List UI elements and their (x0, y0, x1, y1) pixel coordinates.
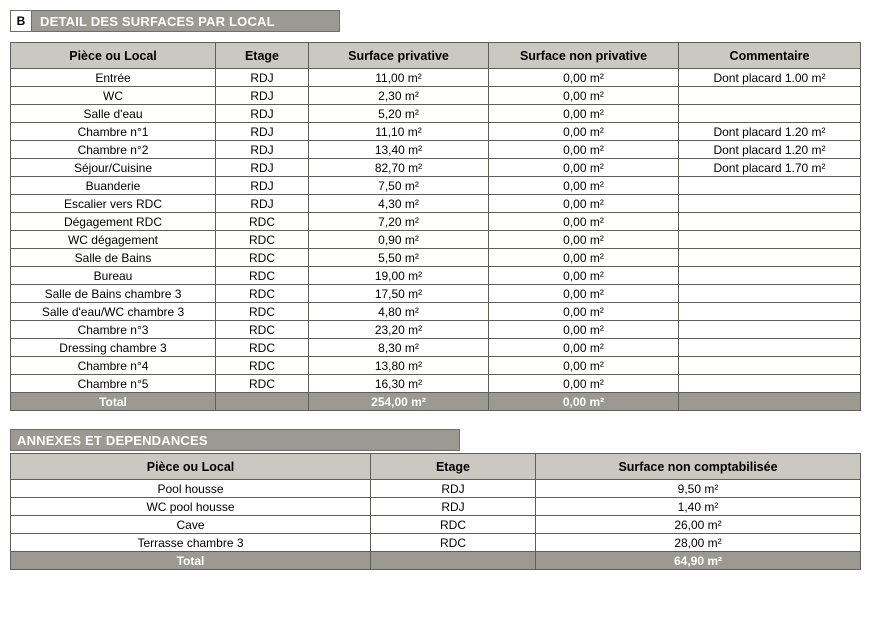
surfaces-table-body (11, 69, 861, 411)
annexes-table-body (11, 480, 861, 570)
table-row (11, 357, 861, 375)
cell-local: Chambre n°2 (11, 141, 216, 159)
table-header-row (11, 43, 861, 69)
column-header-surface-privative: Surface privative (309, 43, 489, 69)
table-row (11, 87, 861, 105)
cell-commentaire (679, 105, 861, 123)
annex-total-etage (371, 552, 536, 570)
table-row (11, 105, 861, 123)
annex-column-header-etage: Etage (371, 454, 536, 480)
table-row (11, 534, 861, 552)
cell-etage: RDJ (216, 159, 309, 177)
table-row (11, 195, 861, 213)
cell-etage: RDC (216, 357, 309, 375)
cell-local: Bureau (11, 267, 216, 285)
table-row (11, 498, 861, 516)
cell-privative: 13,80 m² (309, 357, 489, 375)
table-row (11, 213, 861, 231)
table-row (11, 285, 861, 303)
cell-surface: 28,00 m² (536, 534, 861, 552)
column-header-etage: Etage (216, 43, 309, 69)
table-row (11, 249, 861, 267)
cell-commentaire (679, 321, 861, 339)
section-header-detail (10, 10, 340, 32)
cell-privative: 82,70 m² (309, 159, 489, 177)
cell-non-privative: 0,00 m² (489, 267, 679, 285)
document-page (0, 10, 870, 618)
cell-etage: RDJ (216, 123, 309, 141)
cell-local: Terrasse chambre 3 (11, 534, 371, 552)
table-row (11, 231, 861, 249)
cell-non-privative: 0,00 m² (489, 375, 679, 393)
cell-non-privative: 0,00 m² (489, 213, 679, 231)
cell-commentaire (679, 249, 861, 267)
annex-section-title: ANNEXES ET DEPENDANCES (17, 432, 208, 448)
cell-privative: 23,20 m² (309, 321, 489, 339)
annexes-table (10, 453, 861, 570)
annex-header-row (11, 454, 861, 480)
cell-etage: RDC (216, 339, 309, 357)
cell-local: Salle de Bains (11, 249, 216, 267)
table-row (11, 516, 861, 534)
cell-surface: 1,40 m² (536, 498, 861, 516)
cell-etage: RDJ (216, 141, 309, 159)
cell-non-privative: 0,00 m² (489, 141, 679, 159)
cell-etage: RDC (216, 231, 309, 249)
cell-etage: RDC (371, 534, 536, 552)
cell-commentaire (679, 375, 861, 393)
cell-local: Salle d'eau/WC chambre 3 (11, 303, 216, 321)
cell-privative: 4,30 m² (309, 195, 489, 213)
cell-non-privative: 0,00 m² (489, 339, 679, 357)
cell-commentaire (679, 285, 861, 303)
cell-local: Chambre n°4 (11, 357, 216, 375)
table-row (11, 339, 861, 357)
cell-commentaire (679, 177, 861, 195)
table-row (11, 141, 861, 159)
annex-column-header-surface: Surface non comptabilisée (536, 454, 861, 480)
cell-commentaire: Dont placard 1.20 m² (679, 123, 861, 141)
cell-non-privative: 0,00 m² (489, 159, 679, 177)
cell-local: Chambre n°5 (11, 375, 216, 393)
annex-total-row (11, 552, 861, 570)
cell-non-privative: 0,00 m² (489, 303, 679, 321)
cell-privative: 7,20 m² (309, 213, 489, 231)
cell-commentaire (679, 267, 861, 285)
cell-privative: 11,00 m² (309, 69, 489, 87)
cell-local: Buanderie (11, 177, 216, 195)
cell-non-privative: 0,00 m² (489, 357, 679, 375)
cell-etage: RDJ (371, 498, 536, 516)
total-privative: 254,00 m² (309, 393, 489, 411)
cell-privative: 17,50 m² (309, 285, 489, 303)
cell-etage: RDC (216, 249, 309, 267)
annex-total-surface: 64,90 m² (536, 552, 861, 570)
cell-privative: 13,40 m² (309, 141, 489, 159)
section-header-annexes (10, 429, 460, 451)
table-total-row (11, 393, 861, 411)
cell-local: WC (11, 87, 216, 105)
cell-etage: RDJ (216, 105, 309, 123)
cell-commentaire (679, 339, 861, 357)
cell-etage: RDC (216, 375, 309, 393)
cell-local: Séjour/Cuisine (11, 159, 216, 177)
cell-local: Salle d'eau (11, 105, 216, 123)
cell-commentaire (679, 87, 861, 105)
cell-etage: RDJ (216, 177, 309, 195)
column-header-commentaire: Commentaire (679, 43, 861, 69)
cell-non-privative: 0,00 m² (489, 105, 679, 123)
cell-non-privative: 0,00 m² (489, 177, 679, 195)
cell-etage: RDC (216, 303, 309, 321)
cell-etage: RDJ (216, 195, 309, 213)
cell-local: Dégagement RDC (11, 213, 216, 231)
cell-privative: 8,30 m² (309, 339, 489, 357)
section-title: DETAIL DES SURFACES PAR LOCAL (40, 13, 275, 29)
column-header-surface-non-privative: Surface non privative (489, 43, 679, 69)
cell-privative: 2,30 m² (309, 87, 489, 105)
table-row (11, 375, 861, 393)
total-commentaire (679, 393, 861, 411)
cell-non-privative: 0,00 m² (489, 87, 679, 105)
cell-commentaire: Dont placard 1.20 m² (679, 141, 861, 159)
total-label: Total (11, 393, 216, 411)
cell-local: WC pool housse (11, 498, 371, 516)
cell-etage: RDC (216, 285, 309, 303)
cell-commentaire (679, 213, 861, 231)
cell-privative: 19,00 m² (309, 267, 489, 285)
cell-local: Entrée (11, 69, 216, 87)
cell-surface: 26,00 m² (536, 516, 861, 534)
cell-surface: 9,50 m² (536, 480, 861, 498)
cell-local: Dressing chambre 3 (11, 339, 216, 357)
cell-privative: 16,30 m² (309, 375, 489, 393)
cell-etage: RDC (216, 321, 309, 339)
cell-non-privative: 0,00 m² (489, 285, 679, 303)
cell-non-privative: 0,00 m² (489, 195, 679, 213)
total-non-privative: 0,00 m² (489, 393, 679, 411)
table-row (11, 267, 861, 285)
cell-commentaire (679, 195, 861, 213)
section-letter: B (11, 11, 32, 31)
cell-etage: RDC (216, 213, 309, 231)
cell-non-privative: 0,00 m² (489, 231, 679, 249)
cell-privative: 11,10 m² (309, 123, 489, 141)
cell-privative: 0,90 m² (309, 231, 489, 249)
cell-local: Pool housse (11, 480, 371, 498)
cell-commentaire (679, 231, 861, 249)
cell-etage: RDJ (216, 87, 309, 105)
table-row (11, 69, 861, 87)
table-row (11, 123, 861, 141)
cell-non-privative: 0,00 m² (489, 321, 679, 339)
cell-non-privative: 0,00 m² (489, 249, 679, 267)
cell-commentaire (679, 303, 861, 321)
total-etage (216, 393, 309, 411)
cell-local: Cave (11, 516, 371, 534)
cell-commentaire (679, 357, 861, 375)
cell-etage: RDJ (371, 480, 536, 498)
cell-local: Salle de Bains chambre 3 (11, 285, 216, 303)
cell-privative: 5,50 m² (309, 249, 489, 267)
cell-local: WC dégagement (11, 231, 216, 249)
annex-column-header-local: Pièce ou Local (11, 454, 371, 480)
cell-commentaire: Dont placard 1.70 m² (679, 159, 861, 177)
cell-privative: 5,20 m² (309, 105, 489, 123)
cell-local: Escalier vers RDC (11, 195, 216, 213)
table-row (11, 303, 861, 321)
table-row (11, 480, 861, 498)
cell-etage: RDC (216, 267, 309, 285)
column-header-local: Pièce ou Local (11, 43, 216, 69)
table-row (11, 321, 861, 339)
annex-total-label: Total (11, 552, 371, 570)
cell-etage: RDC (371, 516, 536, 534)
cell-commentaire: Dont placard 1.00 m² (679, 69, 861, 87)
cell-privative: 7,50 m² (309, 177, 489, 195)
cell-non-privative: 0,00 m² (489, 69, 679, 87)
cell-etage: RDJ (216, 69, 309, 87)
cell-local: Chambre n°3 (11, 321, 216, 339)
cell-privative: 4,80 m² (309, 303, 489, 321)
cell-non-privative: 0,00 m² (489, 123, 679, 141)
surfaces-table (10, 42, 861, 411)
table-row (11, 177, 861, 195)
table-row (11, 159, 861, 177)
cell-local: Chambre n°1 (11, 123, 216, 141)
